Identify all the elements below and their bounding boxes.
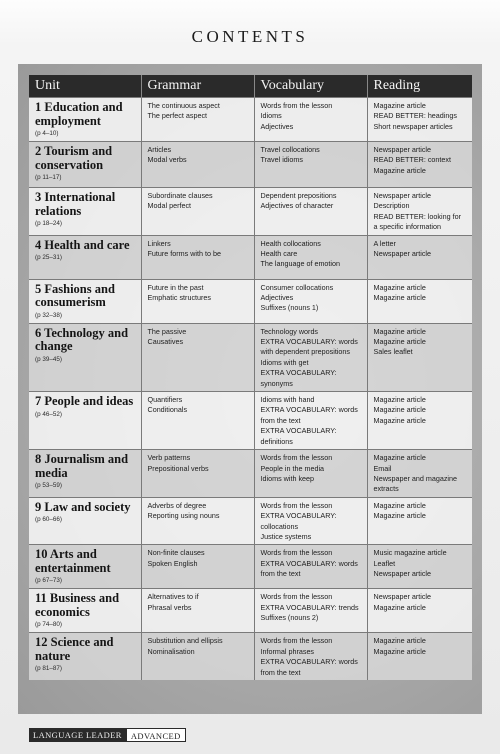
vocabulary-item: EXTRA VOCABULARY: words from the text [260,657,358,677]
grammar-item: The passive [147,326,187,336]
reading-item: READ BETTER: looking for a specific information [373,211,461,232]
grammar-cell [141,279,254,323]
grammar-cell [141,392,254,450]
unit-cell [29,545,141,589]
vocabulary-cell [254,497,367,545]
unit-cell [29,589,141,633]
vocabulary-item: Words from the lesson [260,453,333,463]
unit-title: 8 Journalism and media [35,452,129,480]
table-row [29,545,472,589]
grammar-cell [141,589,254,633]
vocabulary-cell [254,633,367,680]
unit-pages: (p 11–17) [35,174,62,181]
grammar-item: Causatives [147,337,184,347]
reading-cell [367,235,472,279]
grammar-cell [141,323,254,391]
grammar-cell [141,497,254,545]
level-name: ADVANCED [126,728,186,742]
vocabulary-item: Idioms with get [260,357,309,367]
column-header-grammar: Grammar [141,75,254,98]
grammar-item: Substitution and ellipsis [147,636,223,646]
grammar-item: Conditionals [147,405,188,415]
reading-cell [367,497,472,545]
vocabulary-item: Suffixes (nouns 2) [260,613,319,623]
unit-cell [29,235,141,279]
vocabulary-cell [254,450,367,498]
reading-cell [367,323,472,391]
reading-cell [367,142,472,188]
grammar-item: Adverbs of degree [147,500,207,510]
vocabulary-item: Words from the lesson [260,592,333,602]
unit-pages: (p 67–73) [35,577,62,585]
vocabulary-item: Words from the lesson [260,548,333,558]
vocabulary-item: Adjectives of character [260,201,334,211]
unit-cell [29,142,141,188]
unit-cell [29,188,141,236]
column-header-unit: Unit [29,75,141,98]
reading-item: Newspaper article [373,145,432,154]
reading-cell [367,633,472,680]
unit-pages: (p 39–45) [35,355,62,363]
column-header-vocabulary: Vocabulary [254,75,367,98]
reading-item: Newspaper article [373,592,432,602]
grammar-item: The perfect aspect [147,111,208,121]
grammar-item: Articles [147,145,172,154]
vocabulary-cell [254,589,367,633]
vocabulary-item: EXTRA VOCABULARY: definitions [260,426,337,446]
unit-title: 2 Tourism and conservation [35,144,113,172]
unit-cell [29,323,141,391]
vocabulary-item: EXTRA VOCABULARY: collocations [260,511,337,531]
reading-cell [367,279,472,323]
vocabulary-item: Words from the lesson [260,636,333,646]
grammar-item: Prepositional verbs [147,463,209,473]
unit-title: 5 Fashions and consumerism [35,281,115,310]
reading-item: Short newspaper articles [373,121,453,131]
grammar-item: Modal verbs [147,155,187,165]
grammar-cell [141,188,254,236]
grammar-item: Non-finite clauses [147,548,205,558]
vocabulary-item: Words from the lesson [260,101,333,110]
table-header-row [29,75,472,98]
reading-item: Magazine article [373,646,426,656]
reading-item: Music magazine article [373,548,447,558]
unit-pages: (p 46–52) [35,410,62,418]
grammar-item: Future forms with to be [147,249,221,259]
vocabulary-item: Technology words [260,326,319,336]
grammar-item: Emphatic structures [147,293,212,303]
table-row [29,392,472,450]
vocabulary-item: EXTRA VOCABULARY: trends [260,602,359,612]
reading-cell [367,392,472,450]
table-row [29,279,472,323]
table-row [29,497,472,545]
table-row [29,188,472,236]
grammar-item: The continuous aspect [147,101,220,110]
reading-item: READ BETTER: context [373,155,451,165]
grammar-item: Subordinate clauses [147,191,213,200]
table-row [29,633,472,680]
unit-title: 3 International relations [35,190,116,218]
series-name: LANGUAGE LEADER [29,728,126,742]
unit-title: 9 Law and society [35,499,131,514]
unit-pages: (p 18–24) [35,220,62,227]
grammar-cell [141,98,254,142]
vocabulary-cell [254,545,367,589]
grammar-item: Future in the past [147,282,204,292]
unit-pages: (p 4–10) [35,130,59,137]
grammar-item: Spoken English [147,558,198,568]
grammar-item: Modal perfect [147,201,192,211]
vocabulary-item: People in the media [260,463,325,473]
vocabulary-cell [254,235,367,279]
reading-item: Description [373,201,410,211]
vocabulary-item: Suffixes (nouns 1) [260,303,319,313]
reading-item: Magazine article [373,101,426,110]
unit-title: 11 Business and economics [35,591,120,619]
reading-cell [367,589,472,633]
reading-item: Newspaper article [373,249,432,259]
reading-item: Magazine article [373,165,426,175]
reading-item: Magazine article [373,337,426,347]
reading-item: Email [373,463,392,473]
vocabulary-item: Travel idioms [260,155,303,165]
grammar-item: Phrasal verbs [147,602,192,612]
vocabulary-item: Idioms with keep [260,473,315,483]
grammar-item: Linkers [147,238,171,248]
reading-item: Magazine article [373,636,426,646]
vocabulary-item: Travel collocations [260,145,320,154]
vocabulary-item: EXTRA VOCABULARY: synonyms [260,368,337,388]
reading-cell [367,545,472,589]
unit-title: 12 Science and nature [35,635,114,663]
unit-cell [29,279,141,323]
unit-pages: (p 60–66) [35,516,62,524]
reading-item: Magazine article [373,282,426,292]
grammar-item: Quantifiers [147,395,183,405]
unit-title: 1 Education and employment [35,100,123,128]
vocabulary-item: Idioms [260,111,282,121]
vocabulary-item: Health care [260,249,298,259]
reading-item: Newspaper article [373,569,432,579]
reading-item: Magazine article [373,415,426,425]
vocabulary-cell [254,98,367,142]
unit-pages: (p 32–38) [35,311,62,319]
reading-item: Magazine article [373,293,426,303]
vocabulary-item: Dependent prepositions [260,191,337,200]
grammar-item: Nominalisation [147,646,195,656]
grammar-item: Alternatives to if [147,592,199,602]
unit-pages: (p 81–87) [35,665,62,673]
unit-pages: (p 74–80) [35,621,62,629]
footer-label [29,728,186,742]
reading-item: READ BETTER: headings [373,111,457,121]
unit-title: 7 People and ideas [35,394,134,409]
reading-cell [367,98,472,142]
vocabulary-item: Words from the lesson [260,500,333,510]
unit-cell [29,392,141,450]
table-row [29,235,472,279]
grammar-item: Reporting using nouns [147,511,220,521]
page-title: CONTENTS [191,27,309,46]
vocabulary-item: Justice systems [260,531,312,541]
grammar-cell [141,142,254,188]
vocabulary-item: Idioms with hand [260,395,315,405]
vocabulary-item: Consumer collocations [260,282,334,292]
table-row [29,450,472,498]
reading-cell [367,188,472,236]
reading-cell [367,450,472,498]
vocabulary-item: The language of emotion [260,259,341,269]
table-row [29,589,472,633]
column-header-reading: Reading [367,75,472,98]
reading-item: Magazine article [373,395,426,405]
table-row [29,142,472,188]
unit-cell [29,98,141,142]
vocabulary-item: EXTRA VOCABULARY: words with dependent prepositions [260,337,358,357]
table-row [29,323,472,391]
table-body [29,98,472,680]
vocabulary-item: EXTRA VOCABULARY: words from the text [260,405,358,425]
vocabulary-item: Adjectives [260,293,294,303]
grammar-cell [141,235,254,279]
reading-item: Sales leaflet [373,347,413,357]
unit-cell [29,450,141,498]
reading-item: Magazine article [373,500,426,510]
reading-item: Magazine article [373,602,426,612]
vocabulary-cell [254,142,367,188]
vocabulary-item: Adjectives [260,121,294,131]
unit-title: 4 Health and care [35,237,130,252]
vocabulary-cell [254,188,367,236]
reading-item: Leaflet [373,558,396,568]
vocabulary-cell [254,279,367,323]
vocabulary-item: Informal phrases [260,646,315,656]
table-row [29,98,472,142]
vocabulary-item: EXTRA VOCABULARY: words from the text [260,558,358,579]
reading-item: Magazine article [373,511,426,521]
grammar-cell [141,450,254,498]
vocabulary-cell [254,323,367,391]
unit-pages: (p 25–31) [35,254,62,262]
contents-table [29,75,472,680]
grammar-cell [141,545,254,589]
grammar-item: Verb patterns [147,453,191,463]
grammar-cell [141,633,254,680]
reading-item: Magazine article [373,405,426,415]
reading-item: Newspaper article [373,191,432,200]
unit-pages: (p 53–59) [35,482,62,490]
reading-item: Newspaper and magazine extracts [373,473,458,494]
unit-cell [29,633,141,680]
unit-cell [29,497,141,545]
reading-item: Magazine article [373,326,426,336]
reading-item: A letter [373,238,396,248]
unit-title: 10 Arts and entertainment [35,547,111,575]
vocabulary-item: Health collocations [260,238,321,248]
unit-title: 6 Technology and change [35,325,129,354]
reading-item: Magazine article [373,453,426,463]
vocabulary-cell [254,392,367,450]
